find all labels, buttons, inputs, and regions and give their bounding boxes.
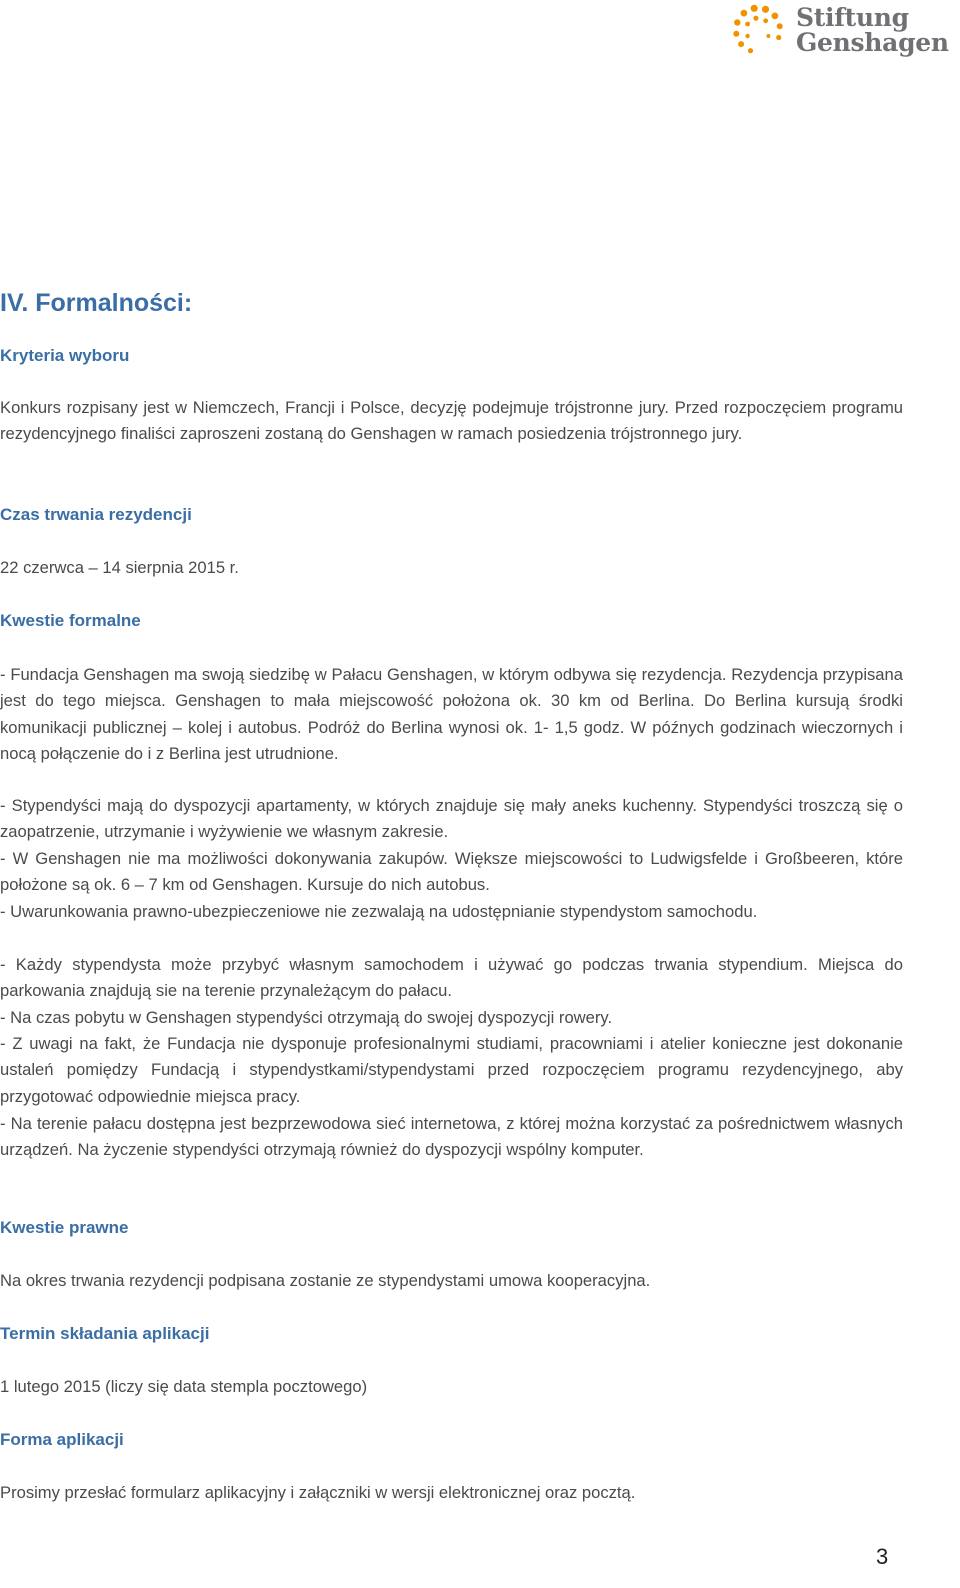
page-number: 3 [876, 1544, 889, 1569]
heading-prawne: Kwestie prawne [0, 1218, 129, 1237]
logo-dot [776, 35, 781, 40]
paragraph-formalne-8: - Na terenie pałacu dostępna jest bezprzewodowa sieć internetowa, z której można korzystać za pośrednictwem własnych urządzeń. Na życzenie stypendyści otrzymają również do dyspozycji wspólny komputer. [0, 1114, 903, 1160]
paragraph-forma: Prosimy przesłać formularz aplikacyjny i załączniki w wersji elektronicznej oraz pocztą. [0, 1483, 636, 1502]
paragraph-kryteria: Konkurs rozpisany jest w Niemczech, Francji i Polsce, decyzję podejmuje trójstronne jury. Przed rozpoczęciem programu rezydencyjnego finaliści zaproszeni zostaną do Genshagen w ramach posiedzenia trójstronnego jury. [0, 398, 903, 444]
heading-forma: Forma aplikacji [0, 1430, 124, 1449]
paragraph-prawne: Na okres trwania rezydencji podpisana zostanie ze stypendystami umowa kooperacyjna. [0, 1271, 651, 1290]
logo-dot [753, 16, 758, 21]
logo-dot [738, 41, 744, 47]
logo-dot [763, 18, 768, 23]
paragraph-formalne-7: - Z uwagi na fakt, że Fundacja nie dysponuje profesionalnymi studiami, pracowniami i atelier konieczne jest dokonanie ustaleń pomiędzy Fundacją i stypendystkami/stypendystami przed rozpoczęciem programu rezydencyjnego, aby przygotować odpowiednie miejsca pracy. [0, 1034, 903, 1106]
paragraph-formalne-4: - Uwarunkowania prawno-ubezpieczeniowe nie zezwalają na udostępnianie stypendystom samochodu. [0, 902, 758, 921]
logo-dot [748, 48, 753, 53]
logo-dot [766, 34, 770, 38]
paragraph-formalne-6: - Na czas pobytu w Genshagen stypendyści otrzymają do swojej dyspozycji rowery. [0, 1008, 613, 1027]
section-title: IV. Formalności: [0, 289, 193, 317]
logo-dot [734, 19, 740, 25]
logo-dots-icon [730, 2, 796, 60]
logo-dot [762, 6, 769, 13]
heading-formalne: Kwestie formalne [0, 611, 141, 630]
heading-termin: Termin składania aplikacji [0, 1324, 210, 1343]
paragraph-formalne-1: - Fundacja Genshagen ma swoją siedzibę w Pałacu Genshagen, w którym odbywa się rezydencja. Rezydencja przypisana jest do tego miejsca. Genshagen to mała miejscowość położona ok. 30 km od Berlina. Do Berlina kursują środki komunikacji publicznej – kolej i autobus. Podróż do Berlina wynosi ok. 1- 1,5 godz. W późnych godzinach wieczornych i nocą połączenie do i z Berlina jest utrudnione. [0, 665, 903, 764]
logo-dot [777, 23, 783, 29]
logo-dot [733, 31, 739, 37]
paragraph-termin: 1 lutego 2015 (liczy się data stempla pocztowego) [0, 1377, 368, 1396]
heading-czas: Czas trwania rezydencji [0, 505, 192, 524]
logo-dot [751, 5, 758, 12]
paragraph-formalne-5: - Każdy stypendysta może przybyć własnym samochodem i używać go podczas trwania stypendium. Miejsca do parkowania znajdują sie na terenie przynależącym do pałacu. [0, 955, 903, 1001]
logo-wordmark [796, 5, 949, 55]
logo-line-2: Genshagen [796, 28, 949, 57]
paragraph-formalne-3: - W Genshagen nie ma możliwości dokonywania zakupów. Większe miejscowości to Ludwigsfelde i Großbeeren, które położone są ok. 6 – 7 km od Genshagen. Kursuje do nich autobus. [0, 849, 903, 895]
logo-dot [745, 22, 750, 27]
heading-kryteria: Kryteria wyboru [0, 346, 130, 365]
logo-dot [772, 13, 779, 20]
logo-dot [745, 34, 749, 38]
stiftung-genshagen-logo [730, 2, 958, 62]
paragraph-formalne-2: - Stypendyści mają do dyspozycji apartamenty, w których znajduje się mały aneks kuchenny. Stypendyści troszczą się o zaopatrzenie, utrzymanie i wyżywienie we własnym zakresie. [0, 796, 903, 842]
paragraph-czas: 22 czerwca – 14 sierpnia 2015 r. [0, 558, 239, 577]
logo-line-1: Stiftung [796, 3, 909, 32]
logo-dot [741, 10, 748, 17]
